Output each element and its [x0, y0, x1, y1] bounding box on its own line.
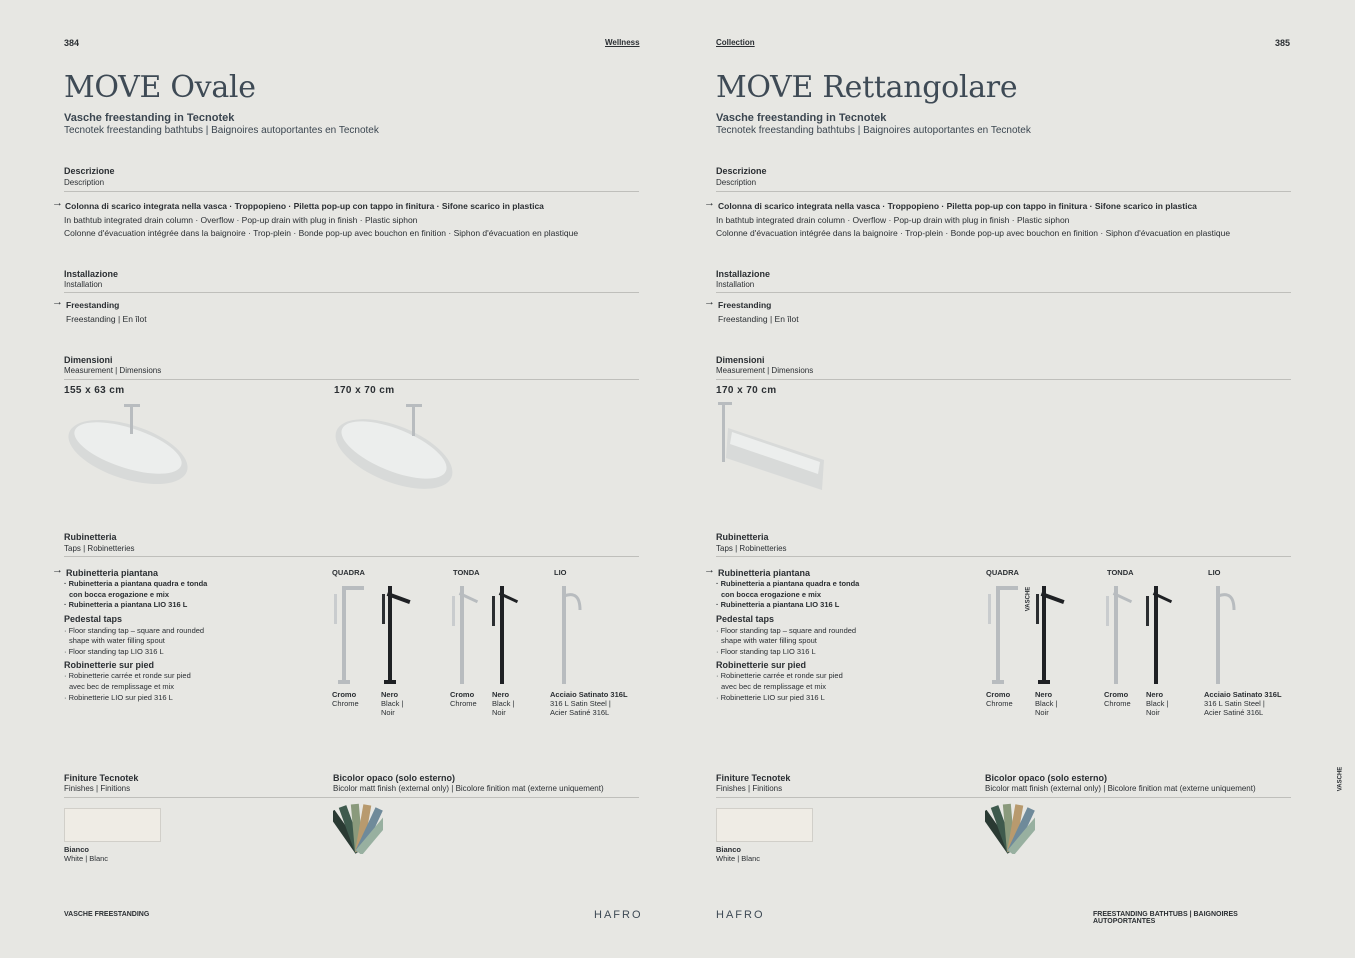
- descrizione-label-en: Description: [64, 178, 105, 187]
- taps-item: · Robinetterie carrée et ronde sur pied: [64, 671, 191, 680]
- tap-lio-steel-image: [562, 586, 580, 684]
- finish-name: Cromo: [450, 690, 475, 699]
- installazione-label: Installazione: [716, 269, 771, 279]
- swatch-bianco: [64, 808, 161, 842]
- taps-item: · Robinetterie LIO sur pied 316 L: [64, 693, 173, 702]
- tap-tonda-chrome-image: [452, 586, 478, 684]
- taps-item: · Floor standing tap LIO 316 L: [64, 647, 164, 656]
- divider: [64, 797, 639, 798]
- taps-item: · Rubinetteria a piantana LIO 316 L: [716, 600, 840, 609]
- taps-item: · Robinetterie carrée et ronde sur pied: [716, 671, 843, 680]
- divider: [716, 797, 1291, 798]
- subtitle-en-fr: Tecnotek freestanding bathtubs | Baignoires autoportantes en Tecnotek: [64, 125, 379, 136]
- tap-quadra-black-image: [382, 586, 411, 684]
- swatch-name: Bianco: [64, 845, 90, 854]
- rubinetteria-label-en: Taps | Robinetteries: [716, 544, 787, 553]
- taps-item: · Floor standing tap – square and rounded: [716, 626, 857, 635]
- taps-item: avec bec de remplissage et mix: [69, 682, 175, 691]
- descrizione-en: In bathtub integrated drain column · Overflow · Pop-up drain with plug in finish · Plastic siphon: [716, 215, 1070, 225]
- footer-left: VASCHE FREESTANDING: [64, 911, 150, 918]
- tap-image-label: VASCHE: [1025, 586, 1032, 612]
- divider: [716, 379, 1291, 380]
- taps-item: con bocca erogazione e mix: [69, 590, 170, 599]
- tap-images: [330, 580, 630, 688]
- finish-name-fr: Noir: [381, 708, 395, 717]
- descrizione-it: Colonna di scarico integrata nella vasca · Troppopieno · Piletta pop-up con tappo in finitura · Sifone scarico in plastica: [65, 201, 544, 211]
- arrow-right-icon: →: [704, 296, 715, 308]
- installazione-value: Freestanding: [718, 300, 772, 310]
- finish-name: Cromo: [1104, 690, 1129, 699]
- dimensioni-label-en: Measurement | Dimensions: [64, 366, 162, 375]
- finish-name-en: Black |: [381, 699, 404, 708]
- tap-tonda-chrome-image: [1106, 586, 1132, 684]
- right-page: [652, 0, 1344, 958]
- divider: [64, 191, 639, 192]
- bicolor-label-en: Bicolor matt finish (external only) | Bicolore finition mat (externe uniquement): [985, 784, 1256, 793]
- dimension-label: 170 x 70 cm: [334, 385, 395, 396]
- arrow-right-icon: →: [52, 564, 63, 576]
- brand-logo: HAFRO: [594, 909, 643, 921]
- finish-name-en: Black |: [492, 699, 515, 708]
- dimensioni-label: Dimensioni: [716, 355, 765, 365]
- tap-quadra-chrome-image: [988, 586, 1018, 684]
- finish-name: Cromo: [332, 690, 357, 699]
- tap-group-label: LIO: [1208, 568, 1221, 577]
- tap-group-label: LIO: [554, 568, 567, 577]
- bicolor-fan-image: [333, 800, 383, 854]
- footer-right: FREESTANDING BATHTUBS | BAIGNOIRES AUTOPORTANTES: [1093, 911, 1238, 925]
- divider: [64, 292, 639, 293]
- left-page: [0, 0, 643, 958]
- page-number: 384: [64, 38, 80, 48]
- taps-item: con bocca erogazione e mix: [721, 590, 822, 599]
- taps-item: · Rubinetteria a piantana quadra e tonda: [64, 579, 208, 588]
- divider: [64, 379, 639, 380]
- finish-name: Acciaio Satinato 316L: [1204, 690, 1282, 699]
- taps-heading-fr: Robinetterie sur pied: [64, 660, 155, 670]
- bicolor-label: Bicolor opaco (solo esterno): [985, 773, 1108, 783]
- tap-group-label: QUADRA: [332, 568, 365, 577]
- bicolor-label: Bicolor opaco (solo esterno): [333, 773, 456, 783]
- finish-name: Acciaio Satinato 316L: [550, 690, 628, 699]
- installazione-value-en-fr: Freestanding | En îlot: [66, 314, 147, 324]
- subtitle-it: Vasche freestanding in Tecnotek: [716, 112, 887, 124]
- finish-name-en: Chrome: [450, 699, 477, 708]
- descrizione-it: Colonna di scarico integrata nella vasca · Troppopieno · Piletta pop-up con tappo in finitura · Sifone scarico in plastica: [718, 201, 1197, 211]
- finish-name-en: Chrome: [986, 699, 1013, 708]
- descrizione-fr: Colonne d'évacuation intégrée dans la baignoire · Trop-plein · Bonde pop-up avec bouchon en finition · Siphon d'évacuation en plastique: [64, 228, 579, 238]
- finish-name-fr: Acier Satiné 316L: [550, 708, 610, 717]
- divider: [64, 556, 639, 557]
- finish-name: Nero: [1146, 690, 1164, 699]
- taps-item: · Floor standing tap LIO 316 L: [716, 647, 816, 656]
- installazione-value-en-fr: Freestanding | En îlot: [718, 314, 799, 324]
- descrizione-label-en: Description: [716, 178, 757, 187]
- taps-item: · Floor standing tap – square and rounded: [64, 626, 205, 635]
- finish-name-fr: Noir: [492, 708, 506, 717]
- dimensioni-label-en: Measurement | Dimensions: [716, 366, 814, 375]
- rubinetteria-label: Rubinetteria: [716, 532, 769, 542]
- bathtub-oval-large-image: [332, 398, 462, 498]
- descrizione-fr: Colonne d'évacuation intégrée dans la baignoire · Trop-plein · Bonde pop-up avec bouchon en finition · Siphon d'évacuation en plastique: [716, 228, 1231, 238]
- installazione-label-en: Installation: [64, 280, 103, 289]
- dimensioni-label: Dimensioni: [64, 355, 113, 365]
- tap-quadra-black-image: [1036, 586, 1065, 684]
- finish-name-en: Chrome: [332, 699, 359, 708]
- finiture-label-en: Finishes | Finitions: [64, 784, 131, 793]
- taps-item: · Rubinetteria a piantana quadra e tonda: [716, 579, 860, 588]
- arrow-right-icon: →: [52, 197, 63, 209]
- taps-heading-en: Pedestal taps: [64, 614, 123, 624]
- tap-quadra-chrome-image: [334, 586, 364, 684]
- taps-item: shape with water filling spout: [69, 636, 165, 645]
- taps-item: · Robinetterie LIO sur pied 316 L: [716, 693, 825, 702]
- descrizione-label: Descrizione: [64, 166, 115, 176]
- swatch-name-en: White | Blanc: [716, 854, 761, 863]
- divider: [716, 292, 1291, 293]
- divider: [716, 191, 1291, 192]
- installazione-value: Freestanding: [66, 300, 120, 310]
- brand-logo: HAFRO: [716, 909, 765, 921]
- finish-name-en: Chrome: [1104, 699, 1131, 708]
- finish-name-en: 316 L Satin Steel |: [1204, 699, 1265, 708]
- installazione-label: Installazione: [64, 269, 119, 279]
- rubinetteria-label-en: Taps | Robinetteries: [64, 544, 135, 553]
- descrizione-en: In bathtub integrated drain column · Overflow · Pop-up drain with plug in finish · Plastic siphon: [64, 215, 418, 225]
- taps-item: · Rubinetteria a piantana LIO 316 L: [64, 600, 188, 609]
- subtitle-en-fr: Tecnotek freestanding bathtubs | Baignoires autoportantes en Tecnotek: [716, 125, 1031, 136]
- taps-item: shape with water filling spout: [721, 636, 817, 645]
- finish-name-fr: Noir: [1146, 708, 1160, 717]
- page-number: 385: [1275, 38, 1291, 48]
- taps-heading-it: Rubinetteria piantana: [718, 568, 811, 578]
- arrow-right-icon: →: [704, 564, 715, 576]
- section-link-collection[interactable]: Collection: [716, 38, 755, 47]
- tap-group-label: TONDA: [1107, 568, 1134, 577]
- taps-heading-fr: Robinetterie sur pied: [716, 660, 807, 670]
- swatch-name: Bianco: [716, 845, 742, 854]
- side-tab-label: VASCHE: [1337, 766, 1344, 792]
- divider: [716, 556, 1291, 557]
- finiture-label: Finiture Tecnotek: [716, 773, 791, 783]
- bicolor-label-en: Bicolor matt finish (external only) | Bicolore finition mat (externe uniquement): [333, 784, 604, 793]
- subtitle-it: Vasche freestanding in Tecnotek: [64, 112, 235, 124]
- taps-item: avec bec de remplissage et mix: [721, 682, 827, 691]
- section-link-wellness[interactable]: Wellness: [605, 38, 640, 47]
- installazione-label-en: Installation: [716, 280, 755, 289]
- dimension-label: 170 x 70 cm: [716, 385, 777, 396]
- finiture-label: Finiture Tecnotek: [64, 773, 139, 783]
- tap-lio-steel-image: [1216, 586, 1234, 684]
- page-title: MOVE Ovale: [64, 70, 256, 105]
- finish-name: Nero: [492, 690, 510, 699]
- tap-tonda-black-image: [492, 586, 518, 684]
- descrizione-label: Descrizione: [716, 166, 767, 176]
- swatch-bianco: [716, 808, 813, 842]
- finiture-label-en: Finishes | Finitions: [716, 784, 783, 793]
- finish-name-en: Black |: [1146, 699, 1169, 708]
- finish-name-en: 316 L Satin Steel |: [550, 699, 611, 708]
- finish-name: Cromo: [986, 690, 1011, 699]
- finish-name: Nero: [381, 690, 399, 699]
- taps-heading-en: Pedestal taps: [716, 614, 775, 624]
- finish-name-fr: Noir: [1035, 708, 1049, 717]
- bathtub-rectangular-image: [714, 398, 834, 508]
- page-title: MOVE Rettangolare: [716, 70, 1018, 105]
- tap-tonda-black-image: [1146, 586, 1172, 684]
- dimension-label: 155 x 63 cm: [64, 385, 125, 396]
- swatch-name-en: White | Blanc: [64, 854, 109, 863]
- taps-heading-it: Rubinetteria piantana: [66, 568, 159, 578]
- finish-name-en: Black |: [1035, 699, 1058, 708]
- tap-group-label: QUADRA: [986, 568, 1019, 577]
- tap-group-label: TONDA: [453, 568, 480, 577]
- finish-name-fr: Acier Satiné 316L: [1204, 708, 1264, 717]
- arrow-right-icon: →: [52, 296, 63, 308]
- finish-name: Nero: [1035, 690, 1053, 699]
- arrow-right-icon: →: [704, 197, 715, 209]
- bicolor-fan-image: [985, 800, 1035, 854]
- rubinetteria-label: Rubinetteria: [64, 532, 117, 542]
- bathtub-oval-small-image: [62, 398, 202, 493]
